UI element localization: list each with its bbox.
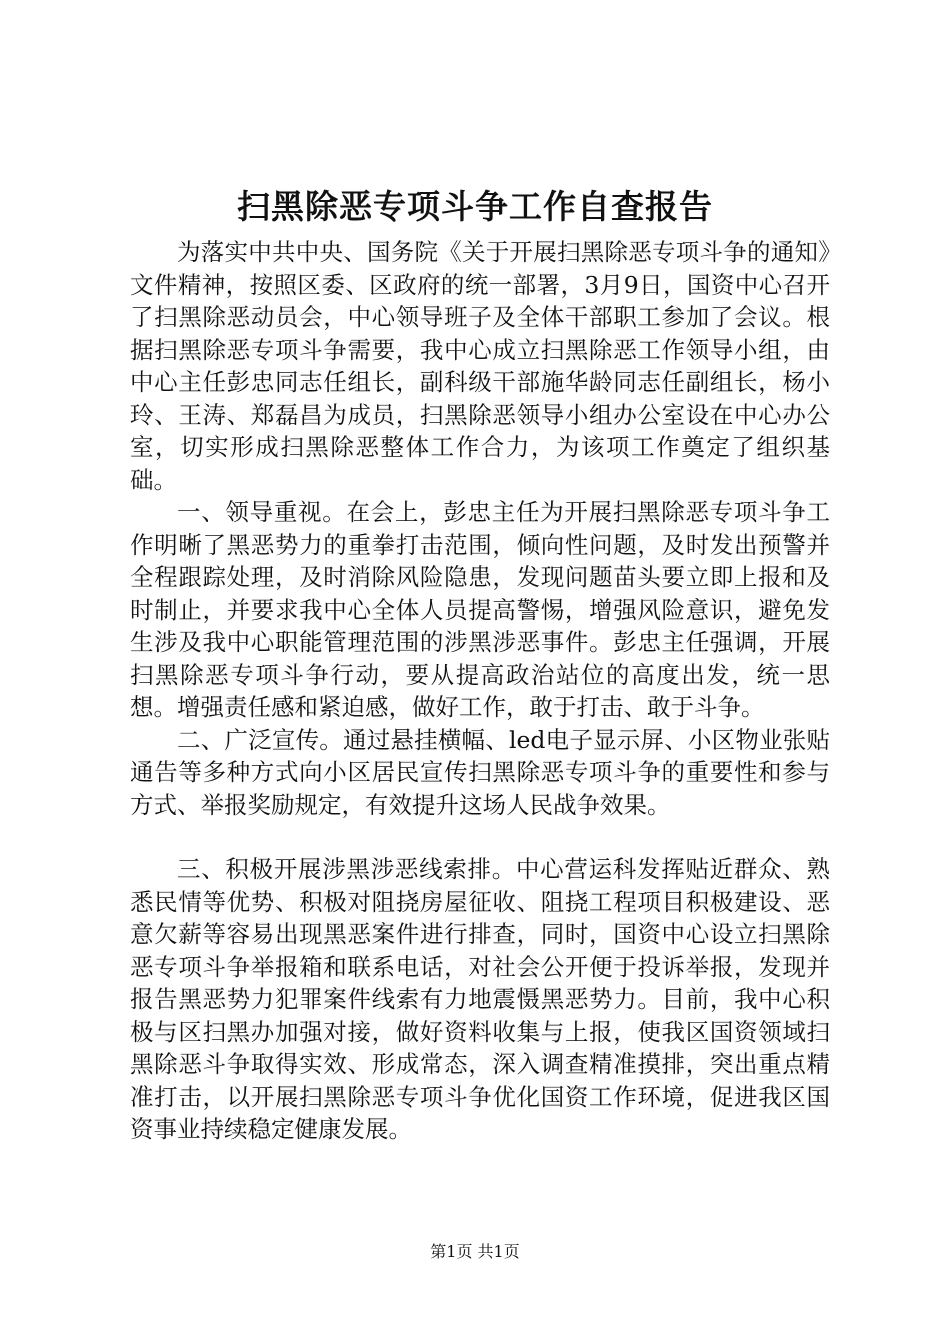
paragraph-investigation: 三、积极开展涉黑涉恶线索排。中心营运科发挥贴近群众、熟悉民情等优势、积极对阻挠房屋征收、阻挠工程项目积极建设、恶意欠薪等容易出现黑恶案件进行排查，同时，国资中心设立扫黑除恶专项斗争举报箱和联系电话，对社会公开便于投诉举报，发现并报告黑恶势力犯罪案件线索有力地震慑黑恶势力。目前，我中心积极与区扫黑办加强对接，做好资料收集与上报，使我区国资领域扫黑除恶斗争取得实效、形成常态，深入调查精准摸排，突出重点精准打击，以开展扫黑除恶专项斗争优化国资工作环境，促进我区国资事业持续稳定健康发展。	[130, 855, 830, 1143]
paragraph-publicity: 二、广泛宣传。通过悬挂横幅、led电子显示屏、小区物业张贴通告等多种方式向小区居民宣传扫黑除恶专项斗争的重要性和参与方式、举报奖励规定，有效提升这场人民战争效果。	[130, 725, 830, 819]
paragraph-spacer	[130, 821, 830, 853]
paragraph-leadership: 一、领导重视。在会上，彭忠主任为开展扫黑除恶专项斗争工作明晰了黑恶势力的重拳打击范围，倾向性问题，及时发出预警并全程跟踪处理，及时消除风险隐患，发现问题苗头要立即上报和及时制止，并要求我中心全体人员提高警惕，增强风险意识，避免发生涉及我中心职能管理范围的涉黑涉恶事件。彭忠主任强调，开展扫黑除恶专项斗争行动，要从提高政治站位的高度出发，统一思想。增强责任感和紧迫感，做好工作，敢于打击、敢于斗争。	[130, 498, 830, 721]
document-title: 扫黑除恶专项斗争工作自查报告	[237, 187, 713, 226]
document-body	[130, 236, 830, 1146]
page-footer: 第1页 共1页	[430, 1242, 520, 1261]
paragraph-intro: 为落实中共中央、国务院《关于开展扫黑除恶专项斗争的通知》文件精神，按照区委、区政府的统一部署，3月9日，国资中心召开了扫黑除恶动员会，中心领导班子及全体干部职工参加了会议。根据扫黑除恶专项斗争需要，我中心成立扫黑除恶工作领导小组，由中心主任彭忠同志任组长，副科级干部施华龄同志任副组长，杨小玲、王涛、郑磊昌为成员，扫黑除恶领导小组办公室设在中心办公室，切实形成扫黑除恶整体工作合力，为该项工作奠定了组织基础。	[130, 238, 830, 494]
